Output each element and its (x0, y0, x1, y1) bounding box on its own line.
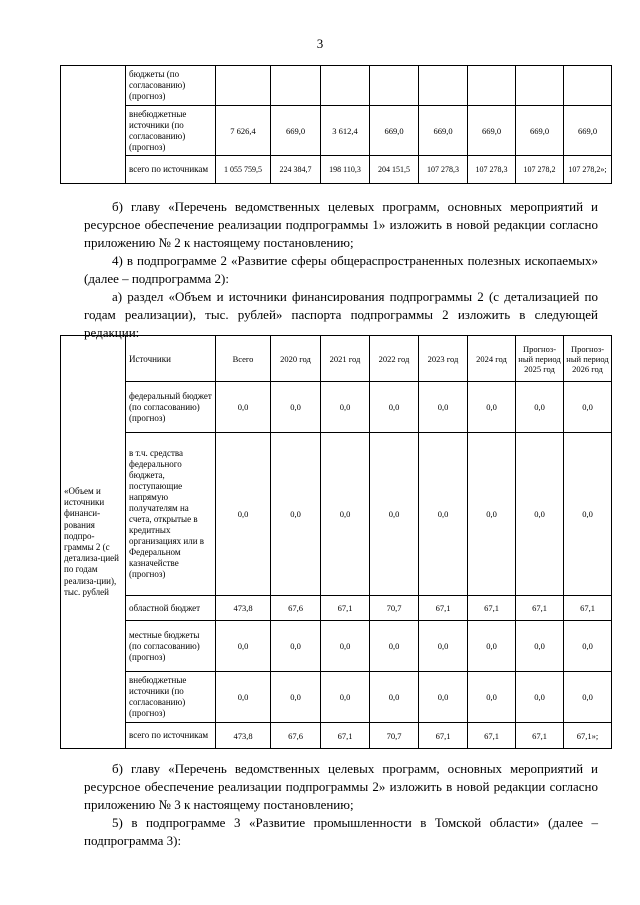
cell-value: 67,1 (419, 596, 468, 621)
table-row (61, 621, 612, 672)
paragraph (84, 252, 598, 288)
cell-value: 0,0 (216, 382, 271, 433)
row-label: внебюджетные источники (по согласованию) (прогноз) (126, 672, 216, 723)
cell-value: 669,0 (468, 106, 516, 156)
cell-value: 0,0 (216, 433, 271, 596)
cell-value: 198 110,3 (321, 156, 370, 184)
column-header: 2020 год (271, 336, 321, 382)
table-row-total (61, 156, 612, 184)
cell-value: 204 151,5 (370, 156, 419, 184)
cell-value (468, 66, 516, 106)
cell-value: 7 626,4 (216, 106, 271, 156)
cell-value: 0,0 (370, 621, 419, 672)
row-label: бюджеты (по согласованию) (прогноз) (126, 66, 216, 106)
cell-value: 67,6 (271, 723, 321, 749)
cell-value: 0,0 (564, 672, 612, 723)
cell-value: 0,0 (370, 382, 419, 433)
table-row (61, 672, 612, 723)
column-header: Прогноз-ный период 2025 год (516, 336, 564, 382)
cell-value: 0,0 (419, 621, 468, 672)
cell-value: 0,0 (564, 433, 612, 596)
cell-value: 67,1 (419, 723, 468, 749)
cell-value: 67,6 (271, 596, 321, 621)
cell-value: 107 278,2 (516, 156, 564, 184)
funding-table-subprogram-2 (60, 335, 612, 749)
table-row (61, 66, 612, 106)
cell-value: 107 278,3 (419, 156, 468, 184)
paragraph-text: б) главу «Перечень ведомственных целевых программ, основных мероприятий и ресурсное обеспечение реализации подпрограммы 1» изложить в новой редакции согласно приложению № 2 к настоящему постановлению; (84, 199, 598, 250)
cell-value (564, 66, 612, 106)
row-label: в т.ч. средства федерального бюджета, поступающие напрямую получателям на счета, открытые в кредитных организациях или в Федеральном казначействе (прогноз) (126, 433, 216, 596)
cell-value: 1 055 759,5 (216, 156, 271, 184)
row-label: всего по источникам (126, 723, 216, 749)
cell-value (516, 66, 564, 106)
cell-value: 0,0 (516, 433, 564, 596)
funding-volume-label: «Объем и источники финанси-рования подпро-граммы 2 (с детализа-цией по годам реализа-ции), тыс. рублей (61, 336, 126, 749)
cell-value: 0,0 (516, 382, 564, 433)
cell-value (271, 66, 321, 106)
cell-value: 67,1»; (564, 723, 612, 749)
cell-value: 0,0 (468, 433, 516, 596)
cell-value: 669,0 (271, 106, 321, 156)
cell-value: 0,0 (216, 621, 271, 672)
cell-value: 67,1 (516, 723, 564, 749)
cell-value: 0,0 (271, 672, 321, 723)
cell-value: 0,0 (468, 672, 516, 723)
paragraph (84, 760, 598, 814)
cell-value: 0,0 (468, 382, 516, 433)
cell-value: 224 384,7 (271, 156, 321, 184)
cell-value: 669,0 (564, 106, 612, 156)
cell-value: 67,1 (321, 723, 370, 749)
row-label: внебюджетные источники (по согласованию) (прогноз) (126, 106, 216, 156)
cell-value: 0,0 (271, 621, 321, 672)
row-label: федеральный бюджет (по согласованию) (прогноз) (126, 382, 216, 433)
table-left-cell (61, 66, 126, 184)
table-row-total (61, 723, 612, 749)
table-row (61, 106, 612, 156)
cell-value: 473,8 (216, 596, 271, 621)
cell-value: 3 612,4 (321, 106, 370, 156)
cell-value (216, 66, 271, 106)
cell-value: 0,0 (564, 382, 612, 433)
paragraph (84, 814, 598, 850)
cell-value: 67,1 (468, 596, 516, 621)
cell-value: 0,0 (564, 621, 612, 672)
cell-value: 0,0 (321, 433, 370, 596)
cell-value: 0,0 (271, 433, 321, 596)
column-header: 2023 год (419, 336, 468, 382)
cell-value (321, 66, 370, 106)
cell-value: 0,0 (216, 672, 271, 723)
table-row (61, 433, 612, 596)
cell-value (419, 66, 468, 106)
cell-value: 473,8 (216, 723, 271, 749)
cell-value: 67,1 (564, 596, 612, 621)
cell-value: 0,0 (271, 382, 321, 433)
funding-table-continuation (60, 65, 612, 184)
cell-value (370, 66, 419, 106)
table-row (61, 596, 612, 621)
column-header: 2024 год (468, 336, 516, 382)
cell-value: 669,0 (370, 106, 419, 156)
cell-value: 107 278,2»; (564, 156, 612, 184)
row-label: всего по источникам (126, 156, 216, 184)
page-number: 3 (316, 36, 324, 51)
cell-value: 0,0 (321, 672, 370, 723)
row-label: местные бюджеты (по согласованию) (прогноз) (126, 621, 216, 672)
paragraph-text: 4) в подпрограмме 2 «Развитие сферы общераспространенных полезных ископаемых» (далее – подпрограмма 2): (84, 253, 598, 286)
paragraph (84, 198, 598, 252)
cell-value: 0,0 (370, 672, 419, 723)
column-header: 2022 год (370, 336, 419, 382)
cell-value: 70,7 (370, 596, 419, 621)
cell-value: 0,0 (321, 382, 370, 433)
column-header: Всего (216, 336, 271, 382)
paragraph-text: б) главу «Перечень ведомственных целевых программ, основных мероприятий и ресурсное обеспечение реализации подпрограммы 2» изложить в новой редакции согласно приложению № 3 к настоящему постановлению; (84, 761, 598, 812)
cell-value: 0,0 (419, 433, 468, 596)
cell-value: 0,0 (516, 621, 564, 672)
cell-value: 67,1 (321, 596, 370, 621)
cell-value: 669,0 (419, 106, 468, 156)
paragraph (84, 288, 598, 342)
cell-value: 0,0 (468, 621, 516, 672)
row-label: областной бюджет (126, 596, 216, 621)
paragraph-text: 5) в подпрограмме 3 «Развитие промышленности в Томской области» (далее – подпрограмма 3): (84, 815, 598, 848)
cell-value: 0,0 (516, 672, 564, 723)
column-header: Источники (126, 336, 216, 382)
cell-value: 0,0 (419, 672, 468, 723)
table-row (61, 382, 612, 433)
cell-value: 0,0 (370, 433, 419, 596)
cell-value: 67,1 (468, 723, 516, 749)
cell-value: 669,0 (516, 106, 564, 156)
cell-value: 0,0 (419, 382, 468, 433)
column-header: 2021 год (321, 336, 370, 382)
cell-value: 70,7 (370, 723, 419, 749)
cell-value: 0,0 (321, 621, 370, 672)
cell-value: 107 278,3 (468, 156, 516, 184)
table-header-row (61, 336, 612, 382)
column-header: Прогноз-ный период 2026 год (564, 336, 612, 382)
paragraph-text: а) раздел «Объем и источники финансирования подпрограммы 2 (с детализацией по годам реализации), тыс. рублей» паспорта подпрограммы 2 изложить в следующей редакции: (84, 289, 598, 340)
cell-value: 67,1 (516, 596, 564, 621)
